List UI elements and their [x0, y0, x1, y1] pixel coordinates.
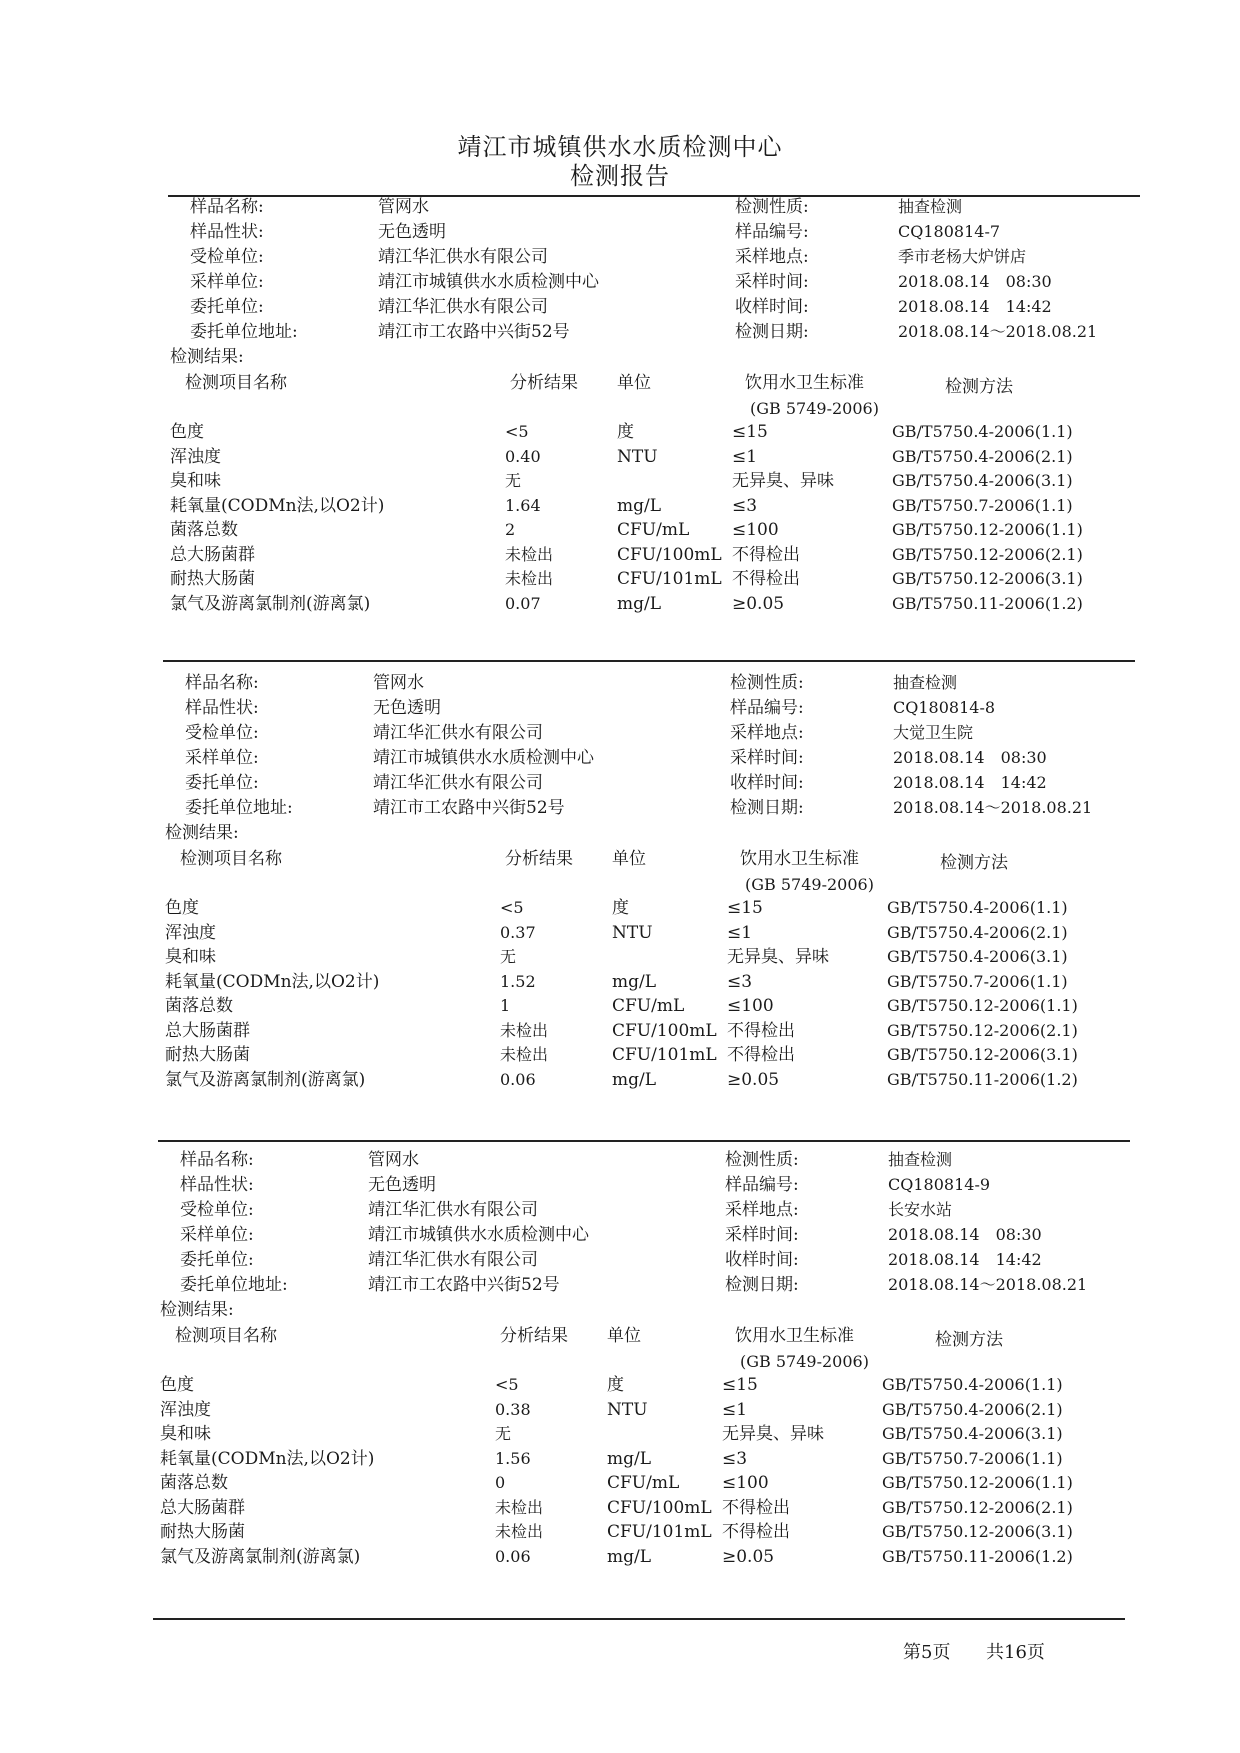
field-value-appearance: 无色透明 [378, 222, 446, 242]
table-cell-method: GB/T5750.12-2006(3.1) [882, 1522, 1073, 1541]
field-value-appearance: 无色透明 [368, 1175, 436, 1195]
table-cell-result: <5 [505, 422, 529, 441]
report-title: 靖江市城镇供水水质检测中心 [457, 133, 783, 161]
divider [158, 1140, 1130, 1142]
field-label-receiving-time: 收样时间: [730, 773, 804, 793]
column-header-method: 检测方法 [935, 1330, 1003, 1350]
table-cell-method: GB/T5750.12-2006(2.1) [887, 1020, 1078, 1040]
field-value-sample-no: CQ180814-7 [898, 222, 1001, 241]
table-cell-standard: ≤3 [722, 1448, 748, 1469]
table-cell-method: GB/T5750.4-2006(1.1) [882, 1375, 1063, 1394]
table-cell-item: 总大肠菌群 [170, 544, 255, 565]
field-value-client-address: 靖江市工农路中兴街52号 [378, 322, 570, 342]
column-header-item: 检测项目名称 [185, 373, 287, 393]
field-value-test-nature: 抽查检测 [898, 197, 963, 216]
table-cell-item: 臭和味 [165, 947, 216, 967]
field-value-sample-no: CQ180814-8 [893, 698, 996, 717]
table-cell-method: GB/T5750.4-2006(3.1) [892, 471, 1073, 490]
table-cell-method: GB/T5750.12-2006(1.1) [887, 996, 1078, 1015]
column-header-method: 检测方法 [940, 853, 1008, 873]
field-label-sample-name: 样品名称: [180, 1150, 254, 1170]
field-label-test-date: 检测日期: [725, 1275, 799, 1295]
field-label-test-nature: 检测性质: [730, 673, 804, 693]
column-header-item: 检测项目名称 [175, 1326, 277, 1346]
table-cell-item: 氯气及游离氯制剂(游离氯) [165, 1069, 366, 1090]
field-value-name: 管网水 [368, 1150, 419, 1170]
table-cell-result: 1 [500, 996, 511, 1015]
field-value-sampling-time: 2018.08.14 08:30 [898, 272, 1052, 291]
field-value-sampling-time: 2018.08.14 08:30 [893, 748, 1047, 767]
field-label-sample-appearance: 样品性状: [185, 698, 259, 718]
table-cell-standard: 不得检出 [722, 1497, 790, 1518]
table-cell-result: 0.07 [505, 593, 541, 613]
table-cell-item: 菌落总数 [170, 520, 238, 540]
field-label-test-nature: 检测性质: [725, 1150, 799, 1170]
table-cell-item: 耗氧量(CODMn法,以O2计) [160, 1448, 375, 1469]
table-cell-method: GB/T5750.12-2006(2.1) [882, 1497, 1073, 1517]
table-cell-standard: ≤1 [727, 922, 753, 943]
table-cell-unit: CFU/100mL [617, 544, 722, 565]
table-cell-item: 总大肠菌群 [160, 1497, 245, 1518]
field-value-inspected-unit: 靖江华汇供水有限公司 [368, 1200, 538, 1220]
field-label-client-unit: 委托单位: [190, 297, 264, 317]
field-value-receiving-time: 2018.08.14 14:42 [893, 773, 1047, 792]
sample-section-1 [165, 197, 1240, 657]
column-header-standard-ref: (GB 5749-2006) [740, 1352, 869, 1371]
column-header-result: 分析结果 [500, 1326, 568, 1346]
table-cell-standard: ≤3 [727, 971, 753, 992]
table-cell-unit: mg/L [612, 1069, 657, 1090]
table-cell-method: GB/T5750.4-2006(1.1) [887, 898, 1068, 917]
table-cell-unit: mg/L [607, 1546, 652, 1567]
field-label-sample-no: 样品编号: [735, 222, 809, 242]
field-value-test-date: 2018.08.14～2018.08.21 [898, 322, 1098, 341]
table-cell-result: 0.06 [495, 1546, 531, 1566]
table-cell-unit: mg/L [612, 971, 657, 992]
field-value-test-date: 2018.08.14～2018.08.21 [888, 1275, 1088, 1294]
table-cell-result: 未检出 [505, 544, 554, 564]
table-cell-item: 浑浊度 [170, 446, 221, 467]
table-cell-item: 耗氧量(CODMn法,以O2计) [165, 971, 380, 992]
field-value-sampling-unit: 靖江市城镇供水水质检测中心 [378, 272, 599, 292]
field-value-sampling-unit: 靖江市城镇供水水质检测中心 [368, 1225, 589, 1245]
table-cell-item: 菌落总数 [165, 996, 233, 1016]
table-cell-method: GB/T5750.4-2006(1.1) [892, 422, 1073, 441]
table-cell-item: 氯气及游离氯制剂(游离氯) [160, 1546, 361, 1567]
field-label-inspected-unit: 受检单位: [180, 1200, 254, 1220]
table-cell-standard: ≤100 [732, 520, 779, 540]
divider [163, 660, 1135, 662]
field-value-sampling-site: 季市老杨大炉饼店 [898, 247, 1027, 266]
table-cell-result: 无 [500, 947, 517, 966]
field-value-sample-no: CQ180814-9 [888, 1175, 991, 1194]
table-cell-unit: mg/L [607, 1448, 652, 1469]
table-cell-standard: 不得检出 [732, 569, 800, 589]
table-cell-standard: 无异臭、异味 [727, 947, 829, 967]
field-label-sampling-site: 采样地点: [730, 723, 804, 743]
column-header-standard-ref: (GB 5749-2006) [750, 399, 879, 418]
table-cell-item: 耐热大肠菌 [165, 1045, 250, 1065]
table-cell-method: GB/T5750.7-2006(1.1) [882, 1448, 1063, 1468]
column-header-standard: 饮用水卫生标准 [735, 1326, 854, 1346]
table-cell-result: <5 [495, 1375, 519, 1394]
field-label-sample-no: 样品编号: [725, 1175, 799, 1195]
field-value-inspected-unit: 靖江华汇供水有限公司 [373, 723, 543, 743]
table-cell-item: 耐热大肠菌 [170, 569, 255, 589]
table-cell-item: 浑浊度 [160, 1399, 211, 1420]
results-heading: 检测结果: [170, 347, 244, 367]
field-label-test-nature: 检测性质: [735, 197, 809, 217]
field-label-sampling-time: 采样时间: [735, 272, 809, 292]
table-cell-item: 臭和味 [170, 471, 221, 491]
field-label-inspected-unit: 受检单位: [185, 723, 259, 743]
sample-section-3 [155, 1150, 1235, 1610]
field-label-inspected-unit: 受检单位: [190, 247, 264, 267]
results-heading: 检测结果: [165, 823, 239, 843]
table-cell-result: 未检出 [505, 569, 554, 588]
field-label-sampling-time: 采样时间: [730, 748, 804, 768]
table-cell-unit: 度 [617, 422, 634, 442]
table-cell-unit: mg/L [617, 495, 662, 516]
field-label-sample-appearance: 样品性状: [190, 222, 264, 242]
field-value-test-date: 2018.08.14～2018.08.21 [893, 798, 1093, 817]
table-cell-standard: ≤15 [727, 898, 763, 918]
field-label-sampling-time: 采样时间: [725, 1225, 799, 1245]
field-value-client-unit: 靖江华汇供水有限公司 [368, 1250, 538, 1270]
table-cell-unit: CFU/101mL [607, 1522, 712, 1542]
table-cell-result: 未检出 [495, 1497, 544, 1517]
field-label-client-address: 委托单位地址: [180, 1275, 288, 1295]
table-cell-standard: ≤15 [722, 1375, 758, 1395]
table-cell-unit: CFU/mL [612, 996, 685, 1016]
table-cell-unit: CFU/mL [607, 1473, 680, 1493]
field-value-name: 管网水 [378, 197, 429, 217]
table-cell-result: 未检出 [495, 1522, 544, 1541]
table-cell-method: GB/T5750.4-2006(2.1) [892, 446, 1073, 466]
sample-section-2 [160, 673, 1240, 1133]
table-cell-method: GB/T5750.4-2006(3.1) [887, 947, 1068, 966]
column-header-standard-ref: (GB 5749-2006) [745, 875, 874, 894]
field-value-sampling-time: 2018.08.14 08:30 [888, 1225, 1042, 1244]
field-label-client-address: 委托单位地址: [190, 322, 298, 342]
field-label-test-date: 检测日期: [735, 322, 809, 342]
field-value-test-nature: 抽查检测 [893, 673, 958, 692]
field-value-inspected-unit: 靖江华汇供水有限公司 [378, 247, 548, 267]
field-label-test-date: 检测日期: [730, 798, 804, 818]
table-cell-standard: ≤15 [732, 422, 768, 442]
page-total: 共16页 [986, 1642, 1045, 1663]
column-header-unit: 单位 [612, 849, 646, 869]
column-header-result: 分析结果 [505, 849, 573, 869]
table-cell-method: GB/T5750.12-2006(1.1) [892, 520, 1083, 539]
table-cell-standard: ≤3 [732, 495, 758, 516]
table-cell-result: 1.64 [505, 495, 541, 515]
table-cell-result: 0.37 [500, 922, 536, 942]
table-cell-result: 1.56 [495, 1448, 531, 1468]
table-cell-unit: mg/L [617, 593, 662, 614]
table-cell-standard: ≥0.05 [722, 1546, 775, 1567]
table-cell-method: GB/T5750.12-2006(2.1) [892, 544, 1083, 564]
table-cell-unit: CFU/100mL [612, 1020, 717, 1041]
table-cell-result: 0.06 [500, 1069, 536, 1089]
table-cell-method: GB/T5750.4-2006(2.1) [887, 922, 1068, 942]
table-cell-standard: 无异臭、异味 [722, 1424, 824, 1444]
field-label-client-unit: 委托单位: [185, 773, 259, 793]
table-cell-item: 菌落总数 [160, 1473, 228, 1493]
table-cell-result: 未检出 [500, 1045, 549, 1064]
table-cell-item: 浑浊度 [165, 922, 216, 943]
table-cell-standard: ≤100 [722, 1473, 769, 1493]
divider [153, 1618, 1125, 1620]
column-header-method: 检测方法 [945, 377, 1013, 397]
field-label-sampling-site: 采样地点: [725, 1200, 799, 1220]
table-cell-item: 耐热大肠菌 [160, 1522, 245, 1542]
table-cell-method: GB/T5750.12-2006(1.1) [882, 1473, 1073, 1492]
table-cell-standard: ≥0.05 [727, 1069, 780, 1090]
results-heading: 检测结果: [160, 1300, 234, 1320]
field-value-test-nature: 抽查检测 [888, 1150, 953, 1169]
field-value-client-unit: 靖江华汇供水有限公司 [378, 297, 548, 317]
table-cell-standard: 不得检出 [722, 1522, 790, 1542]
field-value-client-address: 靖江市工农路中兴街52号 [368, 1275, 560, 1295]
field-value-sampling-unit: 靖江市城镇供水水质检测中心 [373, 748, 594, 768]
table-cell-unit: 度 [612, 898, 629, 918]
field-label-sample-name: 样品名称: [190, 197, 264, 217]
table-cell-standard: 不得检出 [727, 1045, 795, 1065]
table-cell-unit: NTU [617, 446, 658, 467]
column-header-result: 分析结果 [510, 373, 578, 393]
page-number: 第5页 [903, 1642, 951, 1663]
field-value-sampling-site: 长安水站 [888, 1200, 953, 1219]
table-cell-unit: CFU/mL [617, 520, 690, 540]
field-label-client-unit: 委托单位: [180, 1250, 254, 1270]
field-label-sampling-site: 采样地点: [735, 247, 809, 267]
field-value-receiving-time: 2018.08.14 14:42 [898, 297, 1052, 316]
field-label-sample-appearance: 样品性状: [180, 1175, 254, 1195]
table-cell-unit: 度 [607, 1375, 624, 1395]
table-cell-method: GB/T5750.7-2006(1.1) [892, 495, 1073, 515]
column-header-standard: 饮用水卫生标准 [745, 373, 864, 393]
field-label-sampling-unit: 采样单位: [190, 272, 264, 292]
table-cell-method: GB/T5750.11-2006(1.2) [887, 1069, 1078, 1089]
table-cell-result: 0.40 [505, 446, 541, 466]
column-header-item: 检测项目名称 [180, 849, 282, 869]
table-cell-method: GB/T5750.4-2006(3.1) [882, 1424, 1063, 1443]
table-cell-result: 2 [505, 520, 516, 539]
table-cell-standard: 不得检出 [727, 1020, 795, 1041]
field-label-client-address: 委托单位地址: [185, 798, 293, 818]
report-subtitle: 检测报告 [570, 162, 670, 190]
table-cell-standard: ≤100 [727, 996, 774, 1016]
field-value-name: 管网水 [373, 673, 424, 693]
table-cell-unit: NTU [612, 922, 653, 943]
column-header-standard: 饮用水卫生标准 [740, 849, 859, 869]
table-cell-result: 无 [505, 471, 522, 490]
field-value-receiving-time: 2018.08.14 14:42 [888, 1250, 1042, 1269]
table-cell-standard: 无异臭、异味 [732, 471, 834, 491]
table-cell-standard: 不得检出 [732, 544, 800, 565]
field-label-sample-no: 样品编号: [730, 698, 804, 718]
table-cell-unit: CFU/100mL [607, 1497, 712, 1518]
table-cell-standard: ≥0.05 [732, 593, 785, 614]
field-label-sampling-unit: 采样单位: [180, 1225, 254, 1245]
table-cell-item: 耗氧量(CODMn法,以O2计) [170, 495, 385, 516]
table-cell-unit: CFU/101mL [612, 1045, 717, 1065]
table-cell-method: GB/T5750.11-2006(1.2) [882, 1546, 1073, 1566]
table-cell-unit: NTU [607, 1399, 648, 1420]
table-cell-standard: ≤1 [722, 1399, 748, 1420]
field-label-sample-name: 样品名称: [185, 673, 259, 693]
table-cell-standard: ≤1 [732, 446, 758, 467]
table-cell-result: 无 [495, 1424, 512, 1443]
table-cell-item: 臭和味 [160, 1424, 211, 1444]
table-cell-result: <5 [500, 898, 524, 917]
table-cell-item: 色度 [160, 1375, 194, 1395]
table-cell-result: 1.52 [500, 971, 536, 991]
table-cell-item: 总大肠菌群 [165, 1020, 250, 1041]
table-cell-result: 0.38 [495, 1399, 531, 1419]
table-cell-method: GB/T5750.4-2006(2.1) [882, 1399, 1063, 1419]
field-label-receiving-time: 收样时间: [735, 297, 809, 317]
table-cell-result: 未检出 [500, 1020, 549, 1040]
table-cell-method: GB/T5750.12-2006(3.1) [892, 569, 1083, 588]
table-cell-item: 色度 [170, 422, 204, 442]
table-cell-method: GB/T5750.11-2006(1.2) [892, 593, 1083, 613]
table-cell-unit: CFU/101mL [617, 569, 722, 589]
field-label-receiving-time: 收样时间: [725, 1250, 799, 1270]
table-cell-method: GB/T5750.12-2006(3.1) [887, 1045, 1078, 1064]
column-header-unit: 单位 [607, 1326, 641, 1346]
table-cell-method: GB/T5750.7-2006(1.1) [887, 971, 1068, 991]
table-cell-item: 色度 [165, 898, 199, 918]
field-label-sampling-unit: 采样单位: [185, 748, 259, 768]
field-value-client-unit: 靖江华汇供水有限公司 [373, 773, 543, 793]
table-cell-item: 氯气及游离氯制剂(游离氯) [170, 593, 371, 614]
field-value-appearance: 无色透明 [373, 698, 441, 718]
table-cell-result: 0 [495, 1473, 506, 1492]
field-value-sampling-site: 大觉卫生院 [893, 723, 974, 742]
field-value-client-address: 靖江市工农路中兴街52号 [373, 798, 565, 818]
column-header-unit: 单位 [617, 373, 651, 393]
